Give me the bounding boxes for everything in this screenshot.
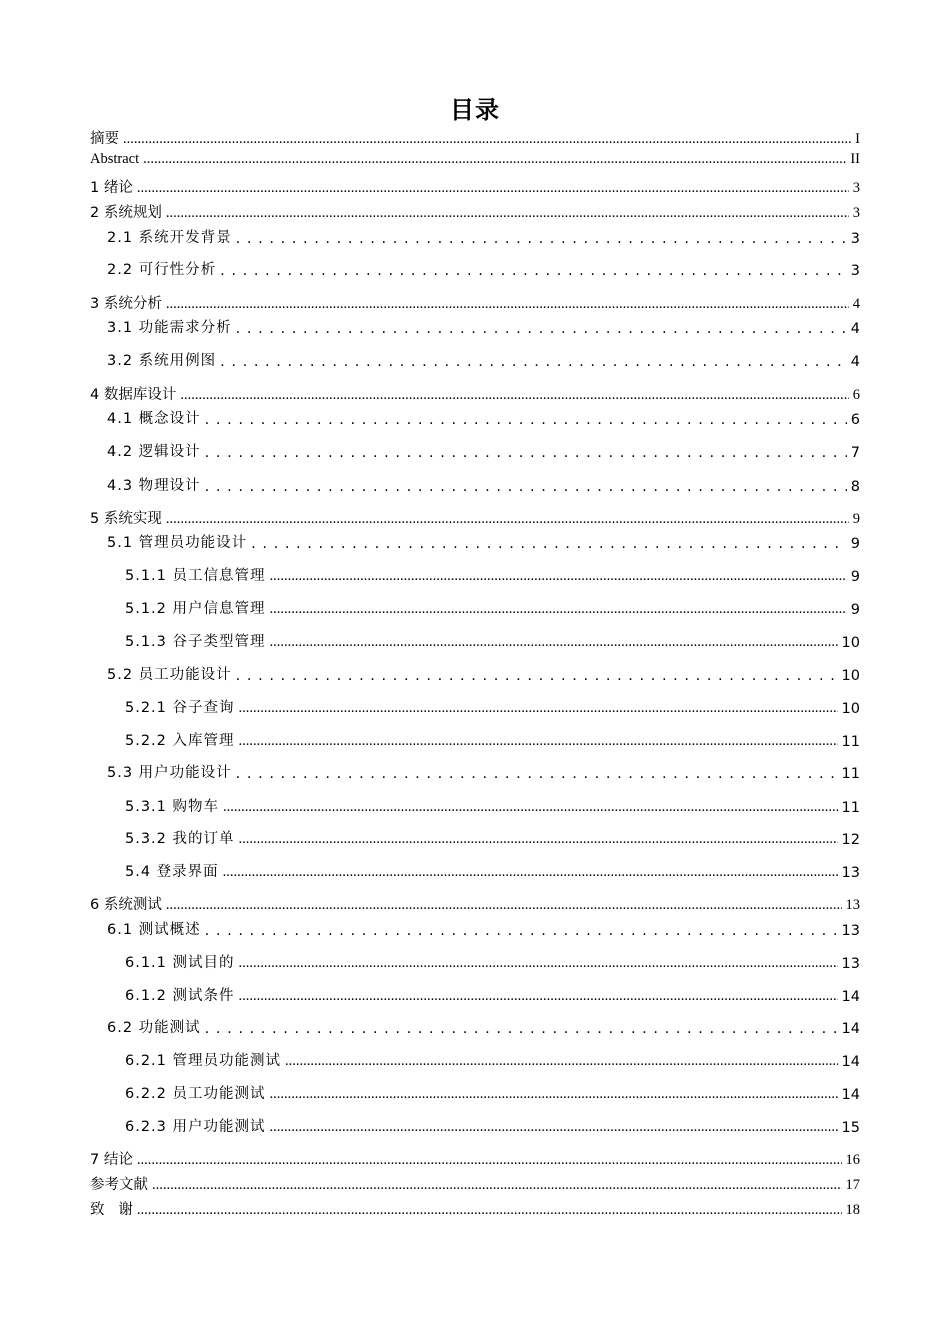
toc-leader	[236, 321, 847, 337]
toc-leader	[285, 1053, 838, 1070]
toc-entry-label: 6.1.1 测试目的	[125, 955, 235, 971]
toc-leader	[239, 955, 838, 972]
toc-entry-label: 3.1 功能需求分析	[107, 320, 232, 336]
toc-leader	[270, 1086, 838, 1103]
toc-entry-label: 5.4 登录界面	[125, 864, 219, 880]
toc-leader	[239, 988, 838, 1005]
toc-entry-label: 5.2 员工功能设计	[107, 667, 232, 683]
toc-entry-label: 4.1 概念设计	[107, 411, 201, 427]
toc-entry-label: Abstract	[90, 151, 140, 167]
toc-entry[interactable]	[90, 151, 860, 168]
toc-entry-page: 3	[850, 231, 860, 247]
toc-entry-label: 6 系统测试	[90, 897, 162, 913]
toc-entry-page: 13	[845, 897, 860, 913]
toc-leader	[251, 536, 847, 552]
toc-leader	[205, 923, 838, 939]
toc-entry-label: 6.2.2 员工功能测试	[125, 1086, 266, 1102]
toc-entry-page: 9	[852, 511, 860, 527]
toc-entry-page: 16	[845, 1152, 860, 1168]
toc-entry[interactable]	[107, 407, 860, 428]
toc-entry-label: 2.1 系统开发背景	[107, 230, 232, 246]
toc-entry-label: 6.2.3 用户功能测试	[125, 1119, 266, 1135]
toc-entry-label: 参考文献	[90, 1177, 148, 1193]
toc-entry-label: 4 数据库设计	[90, 387, 177, 403]
toc-entry-page: 14	[841, 1087, 860, 1103]
toc-leader	[152, 1177, 842, 1194]
toc-entry[interactable]	[90, 893, 860, 914]
toc-entry-label: 6.1.2 测试条件	[125, 988, 235, 1004]
toc-entry[interactable]	[125, 564, 860, 585]
toc-entry[interactable]	[90, 176, 860, 197]
toc-entry-page: 6	[852, 387, 860, 403]
toc-entry[interactable]	[107, 349, 860, 370]
toc-entry-page: 13	[841, 923, 860, 939]
toc-entry-page: 11	[841, 766, 860, 782]
toc-entry-page: 17	[845, 1177, 860, 1193]
toc-entry-page: 7	[850, 445, 860, 461]
toc-leader	[220, 263, 847, 279]
toc-entry-page: 10	[841, 668, 860, 684]
toc-entry-label: 3 系统分析	[90, 296, 162, 312]
toc-entry-label: 1 绪论	[90, 180, 133, 196]
toc-leader	[270, 1119, 838, 1136]
toc-leader	[205, 479, 847, 495]
toc-entry[interactable]	[125, 984, 860, 1005]
toc-leader	[123, 131, 851, 148]
toc-leader	[166, 511, 849, 528]
toc-leader	[166, 205, 849, 222]
toc-leader	[137, 1152, 842, 1169]
toc-entry-label: 2.2 可行性分析	[107, 262, 217, 278]
toc-entry-label: 5.3.2 我的订单	[125, 831, 235, 847]
toc-entry[interactable]	[125, 1115, 860, 1136]
toc-entry-label: 2 系统规划	[90, 205, 162, 221]
toc-entry-page: II	[850, 151, 860, 167]
toc-entry[interactable]	[107, 440, 860, 461]
toc-entry-page: 6	[850, 412, 860, 428]
toc-entry[interactable]	[90, 201, 860, 222]
toc-entry-label: 6.2 功能测试	[107, 1020, 201, 1036]
toc-entry[interactable]	[107, 531, 860, 552]
toc-entry[interactable]	[125, 951, 860, 972]
toc-entry[interactable]	[107, 474, 860, 495]
toc-entry-page: 11	[841, 734, 860, 750]
toc-leader	[223, 799, 838, 816]
toc-entry[interactable]	[90, 383, 860, 404]
toc-leader	[236, 231, 847, 247]
toc-entry[interactable]	[107, 663, 860, 684]
toc-entry[interactable]	[90, 1173, 860, 1194]
toc-entry-page: 4	[850, 354, 860, 370]
toc-entry[interactable]	[107, 918, 860, 939]
toc-entry-label: 摘要	[90, 131, 119, 147]
toc-entry-page: 9	[850, 602, 860, 618]
toc-entry-page: 12	[841, 832, 860, 848]
toc-leader	[205, 1021, 838, 1037]
toc-entry-page: 18	[845, 1202, 860, 1218]
toc-entry-label: 5.1.1 员工信息管理	[125, 568, 266, 584]
toc-entry-page: 3	[852, 205, 860, 221]
toc-leader	[270, 568, 847, 585]
toc-leader	[239, 733, 838, 750]
toc-entry[interactable]	[107, 1016, 860, 1037]
toc-entry-label: 5.1.3 谷子类型管理	[125, 634, 266, 650]
toc-entry-page: 9	[850, 536, 860, 552]
toc-entry[interactable]	[107, 258, 860, 279]
toc-title: 目录	[450, 96, 500, 124]
toc-entry-page: 9	[850, 569, 860, 585]
toc-leader	[166, 296, 849, 313]
toc-entry-page: 8	[850, 479, 860, 495]
toc-entry[interactable]	[90, 292, 860, 313]
toc-entry-page: 10	[841, 701, 860, 717]
toc-entry-label: 致 谢	[90, 1202, 133, 1218]
toc-leader	[137, 180, 849, 197]
toc-leader	[220, 354, 847, 370]
toc-entry-label: 7 结论	[90, 1152, 133, 1168]
toc-leader	[180, 387, 848, 404]
toc-entry-page: 14	[841, 989, 860, 1005]
toc-leader	[239, 831, 838, 848]
toc-entry-label: 4.3 物理设计	[107, 478, 201, 494]
toc-entry-page: 14	[841, 1021, 860, 1037]
toc-entry-page: I	[855, 131, 860, 147]
toc-entry[interactable]	[125, 696, 860, 717]
toc-entry-page: 11	[841, 800, 860, 816]
toc-entry[interactable]	[125, 860, 860, 881]
toc-entry[interactable]	[107, 761, 860, 782]
toc-entry-page: 15	[841, 1120, 860, 1136]
toc-entry-page: 10	[841, 635, 860, 651]
toc-entry-label: 5.2.1 谷子查询	[125, 700, 235, 716]
toc-entry-label: 5 系统实现	[90, 511, 162, 527]
toc-entry-page: 4	[850, 321, 860, 337]
toc-entry[interactable]	[125, 795, 860, 816]
toc-entry-label: 3.2 系统用例图	[107, 353, 217, 369]
toc-entry[interactable]	[125, 597, 860, 618]
toc-entry-page: 14	[841, 1054, 860, 1070]
toc-entry[interactable]	[125, 1082, 860, 1103]
toc-leader	[236, 766, 838, 782]
toc-leader	[223, 864, 838, 881]
toc-entry-label: 5.2.2 入库管理	[125, 733, 235, 749]
toc-entry-label: 5.1.2 用户信息管理	[125, 601, 266, 617]
toc-entry-label: 5.1 管理员功能设计	[107, 535, 248, 551]
toc-leader	[143, 151, 846, 168]
toc-entry-page: 13	[841, 956, 860, 972]
toc-leader	[270, 601, 847, 618]
toc-entry[interactable]	[90, 1198, 860, 1219]
toc-leader	[166, 897, 842, 914]
toc-entry[interactable]	[125, 827, 860, 848]
toc-entry[interactable]	[90, 507, 860, 528]
toc-leader	[205, 445, 847, 461]
toc-leader	[236, 668, 838, 684]
toc-leader	[137, 1202, 842, 1219]
toc-entry[interactable]	[125, 729, 860, 750]
toc-entry-page: 3	[852, 180, 860, 196]
toc-entry[interactable]	[90, 1148, 860, 1169]
toc-entry[interactable]	[125, 630, 860, 651]
toc-entry-label: 6.1 测试概述	[107, 922, 201, 938]
toc-entry[interactable]	[90, 127, 860, 148]
toc-leader	[205, 412, 847, 428]
toc-entry-label: 5.3.1 购物车	[125, 799, 220, 815]
toc-entry-page: 3	[850, 263, 860, 279]
toc-entry-label: 5.3 用户功能设计	[107, 765, 232, 781]
toc-entry[interactable]	[107, 316, 860, 337]
toc-entry-page: 4	[852, 296, 860, 312]
toc-entry[interactable]	[125, 1049, 860, 1070]
toc-leader	[239, 700, 838, 717]
toc-entry[interactable]	[107, 226, 860, 247]
toc-entry-label: 6.2.1 管理员功能测试	[125, 1053, 282, 1069]
toc-leader	[270, 634, 838, 651]
toc-entry-page: 13	[841, 865, 860, 881]
toc-entry-label: 4.2 逻辑设计	[107, 444, 201, 460]
